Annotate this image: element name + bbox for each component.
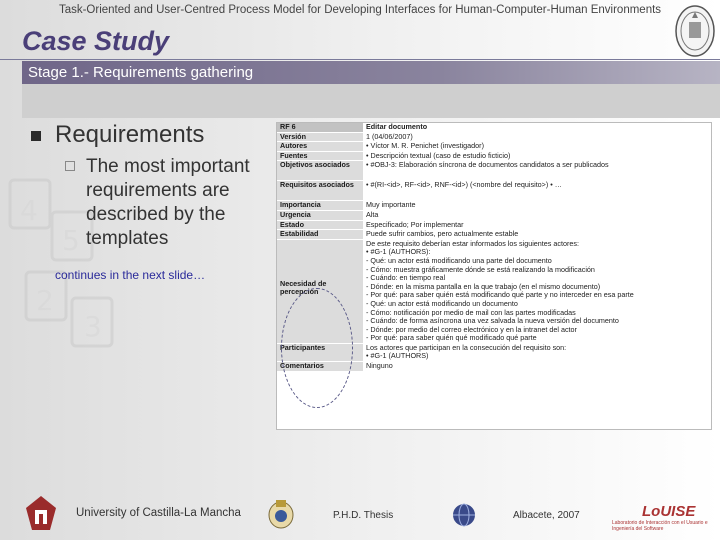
footer-university: University of Castilla-La Mancha: [76, 507, 241, 519]
template-key: Urgencia: [277, 210, 363, 220]
template-value: • Descripción textual (caso de estudio ficticio): [363, 151, 711, 161]
template-key: Requisitos asociados: [277, 181, 363, 201]
perception-line: - Dónde: en la misma pantalla en la que trabajo (en el mismo documento): [366, 282, 601, 291]
template-key: Estabilidad: [277, 230, 363, 240]
template-key: Versión: [277, 132, 363, 142]
case-study-title: Case Study: [22, 26, 170, 56]
template-value: • Víctor M. R. Penichet (investigador): [363, 142, 711, 152]
template-row: [277, 142, 711, 152]
template-value: Alta: [363, 210, 711, 220]
template-key: RF 6: [277, 123, 363, 132]
svg-text:5: 5: [62, 224, 80, 257]
perception-line: • #G-1 (AUTHORS):: [366, 248, 431, 257]
perception-line: - Qué: un actor está modificando un documento: [366, 299, 518, 308]
university-crest-icon: [674, 4, 716, 58]
footer-thesis: P.H.D. Thesis: [333, 510, 394, 521]
requirements-description: The most important requirements are described by the templates: [86, 156, 250, 249]
louise-subtitle: Laboratorio de Interacción con el Usuario e Ingeniería del Software: [612, 520, 708, 532]
highlight-circle: [281, 288, 353, 408]
template-value: Puede sufrir cambios, pero actualmente estable: [363, 230, 711, 240]
perception-line: - Cómo: notificación por medio de mail con las partes modificadas: [366, 308, 576, 317]
template-value: 1 (04/06/2007): [363, 132, 711, 142]
uclm-logo-icon: [24, 494, 58, 532]
requirements-heading: Requirements: [55, 121, 205, 148]
template-row: [277, 132, 711, 142]
template-value: Editar documento: [363, 123, 711, 132]
template-value: Especificado; Por implementar: [363, 220, 711, 230]
template-key: Fuentes: [277, 151, 363, 161]
template-key: Comentarios: [277, 362, 363, 372]
participants-line: • #G-1 (AUTHORS): [366, 352, 429, 361]
perception-line: De este requisito deberían estar informados los siguientes actores:: [366, 239, 579, 248]
template-key: Estado: [277, 220, 363, 230]
perception-line: - Por qué: para saber quién qué modificado qué parte: [366, 334, 537, 343]
template-value: • #OBJ-3: Elaboración síncrona de documentos candidatos a ser publicados: [363, 161, 711, 181]
participants-lines: [363, 343, 711, 361]
perception-line: - Cuándo: en tiempo real: [366, 274, 446, 283]
perception-line: - Cómo: muestra gráficamente dónde se está realizando la modificación: [366, 265, 595, 274]
stage-bar: [22, 61, 720, 84]
perception-lines: [363, 239, 711, 343]
template-key: Objetivos asociados: [277, 161, 363, 181]
template-row: [277, 201, 711, 211]
content-band: [22, 84, 720, 118]
perception-line: - Qué: un actor está modificando una parte del documento: [366, 256, 552, 265]
stage-label: Stage 1.- Requirements gathering: [28, 64, 254, 81]
svg-text:2: 2: [36, 284, 54, 317]
perception-line: - Por qué: para saber quién está modificando qué parte y no interceder en esa parte: [366, 291, 634, 300]
footer-crest-icon: [266, 497, 296, 529]
template-row: [277, 161, 711, 181]
bullet-icon: [31, 131, 41, 141]
title-rule: [0, 59, 720, 60]
perception-line: - Cuándo: de forma asíncrona una vez salvada la nueva versión del documento: [366, 317, 619, 326]
continues-note: continues in the next slide…: [55, 268, 206, 282]
template-row: [277, 230, 711, 240]
template-value: Ninguno: [363, 362, 711, 372]
svg-text:3: 3: [84, 310, 102, 343]
template-row: [277, 210, 711, 220]
template-key: Participantes: [277, 343, 363, 361]
louise-logo: LoUISE: [642, 503, 696, 520]
perception-line: - Dónde: por medio del correo electrónico y en la intranet del actor: [366, 325, 577, 334]
footer-place-date: Albacete, 2007: [513, 510, 580, 521]
template-header-row: [277, 123, 711, 132]
template-value: • #(RI-<id>, RF-<id>, RNF-<id>) (<nombre del requisito>) • …: [363, 181, 711, 201]
svg-text:4: 4: [20, 194, 38, 227]
template-key: Importancia: [277, 201, 363, 211]
document-title: Task-Oriented and User-Centred Process Model for Developing Interfaces for Human-Computer-Human Environments: [58, 4, 662, 16]
sub-bullet-icon: [65, 161, 75, 171]
participants-line: Los actores que participan en la consecución del requisito son:: [366, 343, 567, 352]
template-row: [277, 181, 711, 201]
template-value: Muy importante: [363, 201, 711, 211]
perception-key: Necesidad de percepción: [280, 278, 327, 297]
template-key: Autores: [277, 142, 363, 152]
globe-logo-icon: [452, 503, 476, 527]
